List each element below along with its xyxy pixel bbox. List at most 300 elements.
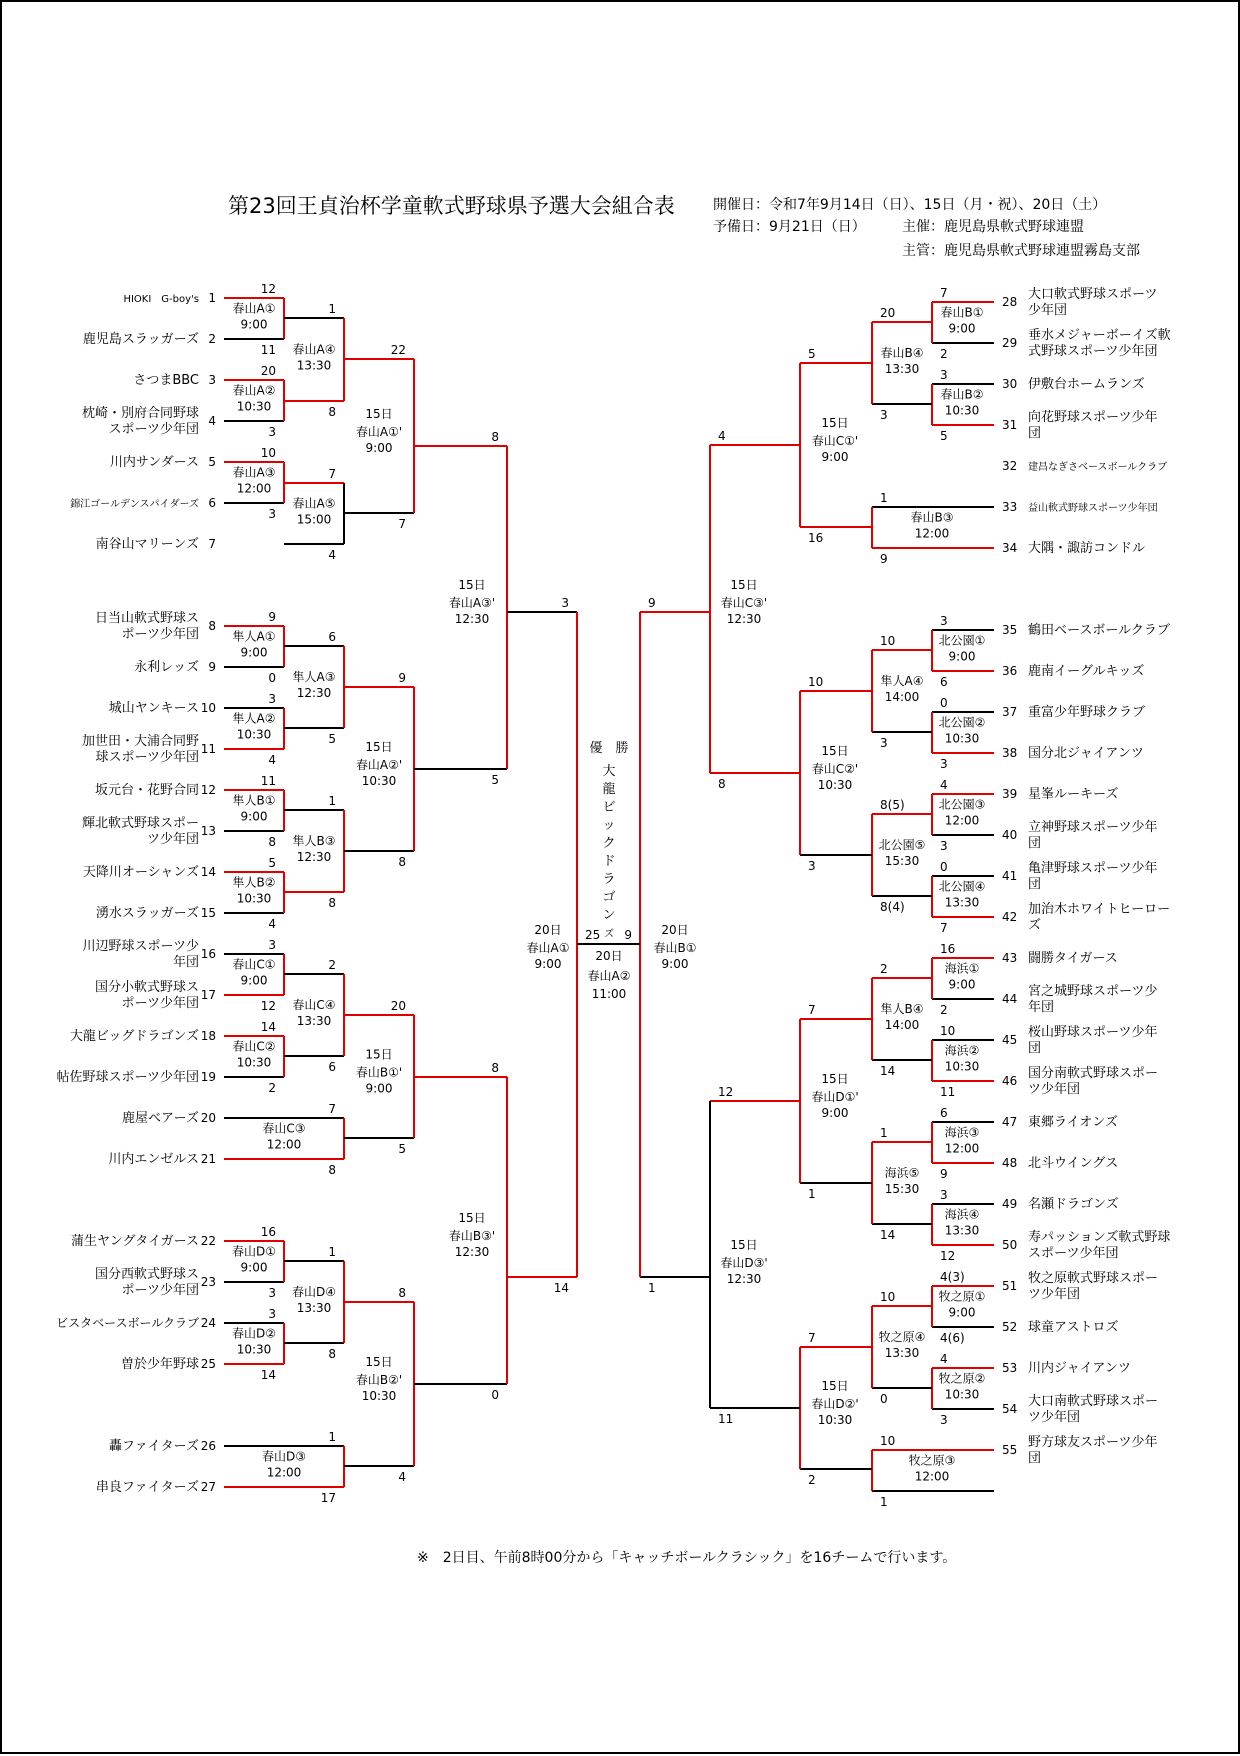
game-label: 牧之原① xyxy=(938,1289,986,1304)
game-day: 15日 xyxy=(821,1379,849,1393)
game-label: 春山D①' xyxy=(811,1090,859,1104)
game-label: 隼人B① xyxy=(232,793,276,808)
game-label: 隼人B④ xyxy=(880,1002,924,1016)
game-label: 春山D② xyxy=(232,1326,276,1341)
score-top: 8 xyxy=(491,430,499,444)
game-time: 12:00 xyxy=(266,1465,302,1480)
team-number: 14 xyxy=(200,865,216,879)
score-top: 2 xyxy=(328,958,336,972)
score-bottom: 16 xyxy=(808,531,824,545)
game-day: 15日 xyxy=(730,1238,758,1252)
team-name: 建昌なぎさベースボールクラブ xyxy=(1028,462,1168,473)
team-number: 51 xyxy=(1002,1279,1018,1293)
game-label: 春山A② xyxy=(587,969,631,983)
game-day: 15日 xyxy=(458,1211,486,1225)
game-time: 10:30 xyxy=(361,1389,397,1403)
event-dates: 開催日：令和7年9月14日（日）、15日（月・祝）、20日（土） xyxy=(713,197,1107,213)
score-bottom: 5 xyxy=(940,429,948,443)
game-time: 9:00 xyxy=(240,1260,268,1275)
game-day: 20日 xyxy=(534,923,562,937)
team-name: 国分北ジャイアンツ xyxy=(1028,746,1144,761)
team-name: 亀津野球スポーツ少年 xyxy=(1028,861,1158,876)
team-number: 42 xyxy=(1002,910,1018,924)
game-time: 12:00 xyxy=(944,1141,980,1156)
game-label: 隼人B③ xyxy=(292,834,336,848)
team-name: 南谷山マリーンズ xyxy=(95,537,199,552)
game-label: 春山D②' xyxy=(811,1397,859,1411)
team-number: 47 xyxy=(1002,1115,1018,1129)
score-bottom: 4(6) xyxy=(940,1331,965,1345)
game-label: 春山C② xyxy=(232,1039,276,1054)
team-number: 52 xyxy=(1002,1320,1018,1334)
game-time: 12:00 xyxy=(266,1137,302,1152)
team-name: ツ少年団 xyxy=(1028,1410,1081,1425)
team-number: 38 xyxy=(1002,746,1018,760)
team-number: 34 xyxy=(1002,541,1018,555)
game-label: 春山D④ xyxy=(292,1285,336,1299)
team-number: 20 xyxy=(200,1111,216,1125)
team-number: 21 xyxy=(200,1152,216,1166)
game-label: 海浜③ xyxy=(944,1125,980,1140)
team-number: 46 xyxy=(1002,1074,1018,1088)
game-time: 10:30 xyxy=(236,891,272,906)
champion-name-char: 大 xyxy=(602,764,616,779)
score-top: 16 xyxy=(260,1225,276,1239)
score-bottom: 8 xyxy=(328,1347,336,1361)
score-top: 0 xyxy=(940,696,948,710)
team-number: 11 xyxy=(200,742,216,756)
score-top: 3 xyxy=(940,368,948,382)
game-time: 10:30 xyxy=(236,1342,272,1357)
team-number: 36 xyxy=(1002,664,1018,678)
game-label: 春山D① xyxy=(232,1244,276,1259)
score-top: 1 xyxy=(328,1245,336,1259)
score-bottom: 3 xyxy=(808,859,816,873)
team-number: 7 xyxy=(208,537,216,551)
game-time: 10:30 xyxy=(944,1059,980,1074)
game-label: 春山D③ xyxy=(262,1449,306,1464)
game-time: 12:30 xyxy=(726,1272,762,1286)
score-top: 2 xyxy=(880,962,888,976)
score-top: 20 xyxy=(880,306,896,320)
game-label: 海浜② xyxy=(944,1043,980,1058)
score-top: 8 xyxy=(491,1061,499,1075)
game-time: 12:30 xyxy=(454,612,490,626)
score-top: 10 xyxy=(880,634,896,648)
game-day: 15日 xyxy=(821,744,849,758)
score-bottom: 2 xyxy=(268,1081,276,1095)
team-name: 大口南軟式野球スポー xyxy=(1028,1394,1159,1409)
score-top: 7 xyxy=(328,467,336,481)
game-label: 春山B④ xyxy=(880,346,924,360)
game-time: 9:00 xyxy=(240,809,268,824)
game-label: 北公園⑤ xyxy=(878,838,926,852)
reserve-date: 予備日：9月21日（日） xyxy=(713,219,866,235)
game-label: 隼人A① xyxy=(232,629,276,644)
team-number: 50 xyxy=(1002,1238,1018,1252)
team-number: 30 xyxy=(1002,377,1018,391)
team-number: 39 xyxy=(1002,787,1018,801)
score-top: 3 xyxy=(268,1307,276,1321)
team-name: 球童アストロズ xyxy=(1028,1320,1119,1335)
team-name: 国分小軟式野球ス xyxy=(94,980,199,995)
team-name: ビスタベースボールクラブ xyxy=(56,1316,199,1330)
game-time: 13:30 xyxy=(296,358,332,373)
team-name: 垂水メジャーボーイズ軟 xyxy=(1028,328,1171,343)
game-label: 北公園② xyxy=(938,715,986,730)
host: 主催：鹿児島県軟式野球連盟 xyxy=(902,219,1084,235)
game-label: 春山A① xyxy=(526,941,570,955)
team-name: 鹿南イーグルキッズ xyxy=(1028,664,1145,679)
team-name: さつまBBC xyxy=(133,373,199,388)
team-number: 41 xyxy=(1002,869,1018,883)
game-label: 春山A④ xyxy=(292,342,336,357)
game-time: 9:00 xyxy=(534,957,562,971)
game-label: 隼人B② xyxy=(232,875,276,890)
tournament-bracket xyxy=(2,2,1240,1756)
game-time: 12:00 xyxy=(236,481,272,496)
game-day: 15日 xyxy=(365,1047,393,1062)
game-time: 12:30 xyxy=(296,850,332,864)
score-bottom: 3 xyxy=(880,736,888,750)
game-time: 11:00 xyxy=(591,987,627,1001)
game-time: 13:30 xyxy=(296,1301,332,1315)
score-top: 9 xyxy=(268,610,276,624)
game-time: 13:30 xyxy=(884,362,920,376)
team-name: 串良ファイターズ xyxy=(95,1480,199,1495)
game-label: 春山C②' xyxy=(811,762,859,776)
team-number: 53 xyxy=(1002,1361,1018,1375)
team-number: 9 xyxy=(208,660,216,674)
game-label: 春山C①' xyxy=(811,434,859,448)
score-bottom: 4 xyxy=(398,1470,406,1484)
game-day: 15日 xyxy=(365,407,393,421)
team-name: ツ少年団 xyxy=(1028,1287,1081,1302)
score-bottom: 14 xyxy=(880,1228,896,1242)
team-name: 球スポーツ少年団 xyxy=(95,750,199,765)
team-number: 8 xyxy=(208,619,216,633)
team-name: 国分西軟式野球ス xyxy=(94,1267,199,1282)
champion-name-char: ッ xyxy=(602,818,616,833)
page-title: 第23回王貞治杯学童軟式野球県予選大会組合表 xyxy=(228,194,675,218)
game-time: 9:00 xyxy=(240,317,268,332)
game-label: 海浜① xyxy=(944,961,980,976)
team-name: 日当山軟式野球ス xyxy=(94,611,199,626)
team-number: 44 xyxy=(1002,992,1018,1006)
game-label: 春山B① xyxy=(940,305,984,320)
score-top: 10 xyxy=(260,446,276,460)
game-time: 10:30 xyxy=(944,731,980,746)
team-name: 川内ジャイアンツ xyxy=(1028,1361,1131,1376)
game-label: 隼人A② xyxy=(232,711,276,726)
game-time: 12:30 xyxy=(726,612,762,626)
team-number: 23 xyxy=(200,1275,216,1289)
score-top: 10 xyxy=(808,675,824,689)
game-label: 春山B②' xyxy=(355,1373,403,1387)
game-time: 12:30 xyxy=(296,686,332,700)
team-number: 24 xyxy=(200,1316,216,1330)
team-name: 団 xyxy=(1028,426,1042,441)
score-bottom: 4 xyxy=(328,548,336,562)
team-number: 15 xyxy=(200,906,216,920)
team-number: 1 xyxy=(208,291,216,305)
team-name: 名瀬ドラゴンズ xyxy=(1028,1197,1119,1212)
game-time: 10:30 xyxy=(817,1413,853,1427)
team-name: 益山軟式野球スポーツ少年団 xyxy=(1028,503,1158,514)
score-bottom: 8 xyxy=(328,896,336,910)
team-name: 野方球友スポーツ少年 xyxy=(1028,1435,1158,1450)
score-top: 12 xyxy=(260,282,276,296)
game-label: 北公園③ xyxy=(938,797,986,812)
team-name: 大龍ビッグドラゴンズ xyxy=(69,1029,199,1044)
score-bottom: 9 xyxy=(624,928,632,942)
game-time: 10:30 xyxy=(236,727,272,742)
score-top: 14 xyxy=(260,1020,276,1034)
game-time: 15:30 xyxy=(884,1182,920,1196)
game-label: 春山A① xyxy=(232,301,276,316)
game-time: 15:30 xyxy=(884,854,920,868)
score-bottom: 3 xyxy=(940,1413,948,1427)
team-number: 48 xyxy=(1002,1156,1018,1170)
game-time: 12:00 xyxy=(914,1469,950,1484)
game-label: 牧之原② xyxy=(938,1371,986,1386)
team-name: 北斗ウイングス xyxy=(1028,1156,1119,1171)
score-top: 7 xyxy=(328,1102,336,1116)
team-name: 大隅・諏訪コンドル xyxy=(1028,541,1146,556)
game-day: 15日 xyxy=(365,740,393,754)
score-bottom: 5 xyxy=(491,773,499,787)
game-time: 15:00 xyxy=(296,512,332,527)
game-time: 9:00 xyxy=(948,1305,976,1320)
team-name: 牧之原軟式野球スポー xyxy=(1028,1271,1159,1286)
team-name: ポーツ少年団 xyxy=(121,627,199,642)
team-name: 国分南軟式野球スポー xyxy=(1028,1066,1159,1081)
team-number: 29 xyxy=(1002,336,1018,350)
team-number: 33 xyxy=(1002,500,1018,514)
score-top: 7 xyxy=(808,1331,816,1345)
team-name: 団 xyxy=(1028,877,1042,892)
score-bottom: 14 xyxy=(880,1064,896,1078)
team-name: 川内エンゼルス xyxy=(108,1152,199,1167)
game-time: 13:30 xyxy=(884,1346,920,1360)
score-top: 9 xyxy=(648,596,656,610)
game-day: 20日 xyxy=(595,949,623,963)
score-top: 1 xyxy=(328,794,336,808)
score-top: 7 xyxy=(940,286,948,300)
team-number: 26 xyxy=(200,1439,216,1453)
score-bottom: 8 xyxy=(328,1163,336,1177)
score-bottom: 5 xyxy=(328,732,336,746)
team-name: 式野球スポーツ少年団 xyxy=(1028,344,1158,359)
game-label: 春山B①' xyxy=(355,1065,403,1080)
game-time: 12:30 xyxy=(454,1245,490,1259)
team-number: 49 xyxy=(1002,1197,1018,1211)
team-name: 加治木ホワイトヒーロー xyxy=(1028,902,1171,917)
team-name: ポーツ少年団 xyxy=(121,1283,199,1298)
score-top: 20 xyxy=(260,364,276,378)
score-bottom: 12 xyxy=(260,999,276,1013)
team-number: 28 xyxy=(1002,295,1018,309)
team-number: 40 xyxy=(1002,828,1018,842)
champion-name-char: 龍 xyxy=(602,782,616,797)
score-top: 8 xyxy=(398,1286,406,1300)
score-bottom: 4 xyxy=(268,753,276,767)
score-bottom: 0 xyxy=(491,1388,499,1402)
score-bottom: 14 xyxy=(260,1368,276,1382)
game-label: 春山C① xyxy=(232,957,276,972)
game-day: 15日 xyxy=(458,578,486,592)
score-top: 11 xyxy=(260,774,276,788)
game-time: 10:30 xyxy=(236,1055,272,1070)
team-number: 13 xyxy=(200,824,216,838)
score-bottom: 17 xyxy=(320,1491,336,1505)
score-bottom: 3 xyxy=(880,408,888,422)
score-bottom: 8 xyxy=(328,405,336,419)
game-day: 15日 xyxy=(365,1355,393,1369)
game-label: 春山D③' xyxy=(720,1256,768,1270)
team-number: 54 xyxy=(1002,1402,1018,1416)
champion-name-char: ズ xyxy=(604,929,614,940)
game-time: 9:00 xyxy=(240,645,268,660)
team-number: 19 xyxy=(200,1070,216,1084)
score-top: 4 xyxy=(940,778,948,792)
game-time: 10:30 xyxy=(944,403,980,418)
game-label: 隼人A③ xyxy=(292,670,336,684)
team-name: 年団 xyxy=(1028,1000,1055,1015)
score-top: 3 xyxy=(268,938,276,952)
game-label: 海浜⑤ xyxy=(884,1166,920,1180)
game-time: 9:00 xyxy=(240,973,268,988)
champion-name-char: ド xyxy=(602,854,616,869)
score-bottom: 2 xyxy=(940,347,948,361)
game-label: 春山B① xyxy=(653,941,697,955)
team-name: 永利レッズ xyxy=(134,660,199,675)
game-label: 隼人A④ xyxy=(880,674,924,688)
score-bottom: 0 xyxy=(268,671,276,685)
score-bottom: 0 xyxy=(880,1392,888,1406)
team-name: ツ少年団 xyxy=(146,832,199,847)
champion-name-char: ク xyxy=(602,836,616,851)
game-label: 春山A③' xyxy=(448,596,496,610)
score-bottom: 3 xyxy=(268,507,276,521)
score-bottom: 1 xyxy=(808,1187,816,1201)
team-name: 枕崎・別府合同野球 xyxy=(81,406,199,421)
game-label: 春山B② xyxy=(940,387,984,402)
score-top: 16 xyxy=(940,942,956,956)
team-name: 帖佐野球スポーツ少年団 xyxy=(56,1070,199,1085)
score-top: 1 xyxy=(880,491,888,505)
team-name: 年団 xyxy=(172,955,199,970)
champion-name-char: ン xyxy=(602,908,616,923)
champion-name-char: ラ xyxy=(602,872,616,887)
score-top: 5 xyxy=(268,856,276,870)
score-bottom: 3 xyxy=(940,757,948,771)
score-bottom: 7 xyxy=(940,921,948,935)
game-day: 15日 xyxy=(821,416,849,430)
game-time: 10:30 xyxy=(944,1387,980,1402)
team-name: 湧水スラッガーズ xyxy=(95,906,199,921)
game-label: 春山B③' xyxy=(448,1229,496,1243)
team-number: 3 xyxy=(208,373,216,387)
game-time: 9:00 xyxy=(365,1081,393,1096)
team-name: 重富少年野球クラブ xyxy=(1028,705,1146,720)
score-top: 25 xyxy=(585,928,601,942)
team-name: 輝北軟式野球スポー xyxy=(81,816,199,831)
score-top: 6 xyxy=(328,630,336,644)
game-label: 春山C③' xyxy=(720,596,768,610)
team-name: 鶴田ベースボールクラブ xyxy=(1028,623,1170,638)
game-label: 海浜④ xyxy=(944,1207,980,1222)
score-bottom: 3 xyxy=(268,425,276,439)
score-bottom: 6 xyxy=(328,1060,336,1074)
team-number: 12 xyxy=(200,783,216,797)
score-bottom: 4 xyxy=(268,917,276,931)
game-label: 牧之原④ xyxy=(878,1330,926,1344)
game-label: 春山A② xyxy=(232,383,276,398)
team-name: ツ少年団 xyxy=(1028,1082,1081,1097)
score-top: 4 xyxy=(718,429,726,443)
score-bottom: 11 xyxy=(718,1412,734,1426)
team-name: 加世田・大浦合同野 xyxy=(81,734,199,749)
footer-note: ※ 2日目、午前8時00分から「キャッチボールクラシック」を16チームで行います。 xyxy=(417,1550,957,1566)
team-name: 鹿屋ベアーズ xyxy=(122,1111,199,1126)
team-name: 轟ファイターズ xyxy=(108,1439,199,1454)
game-time: 12:00 xyxy=(944,813,980,828)
score-bottom: 8(4) xyxy=(880,900,905,914)
score-bottom: 3 xyxy=(268,1286,276,1300)
game-label: 春山A②' xyxy=(355,758,403,772)
score-bottom: 9 xyxy=(940,1167,948,1181)
score-top: 4 xyxy=(940,1352,948,1366)
champion-label: 優 勝 xyxy=(589,741,629,756)
score-top: 1 xyxy=(328,302,336,316)
score-top: 10 xyxy=(940,1024,956,1038)
game-label: 牧之原③ xyxy=(908,1453,956,1468)
team-name: 団 xyxy=(1028,1451,1042,1466)
score-top: 3 xyxy=(268,692,276,706)
game-time: 9:00 xyxy=(821,450,849,464)
team-name: 団 xyxy=(1028,836,1042,851)
team-name: ポーツ少年団 xyxy=(121,996,199,1011)
score-top: 1 xyxy=(328,1430,336,1444)
team-name: 宮之城野球スポーツ少 xyxy=(1028,984,1158,999)
game-label: 春山C④ xyxy=(292,998,336,1012)
score-top: 20 xyxy=(390,999,406,1013)
game-time: 9:00 xyxy=(948,649,976,664)
game-time: 9:00 xyxy=(365,441,393,455)
game-time: 13:30 xyxy=(944,895,980,910)
team-number: 45 xyxy=(1002,1033,1018,1047)
score-top: 10 xyxy=(880,1290,896,1304)
team-number: 35 xyxy=(1002,623,1018,637)
team-name: スポーツ少年団 xyxy=(108,422,199,437)
game-label: 春山B③ xyxy=(910,510,954,525)
team-name: 城山ヤンキース xyxy=(108,701,199,716)
team-name: 桜山野球スポーツ少年 xyxy=(1028,1025,1158,1040)
team-name: 曽於少年野球 xyxy=(120,1357,199,1372)
score-bottom: 5 xyxy=(398,1142,406,1156)
game-time: 9:00 xyxy=(948,977,976,992)
score-top: 7 xyxy=(808,1003,816,1017)
team-name: 伊敷台ホームランズ xyxy=(1028,377,1145,392)
team-name: 向花野球スポーツ少年 xyxy=(1028,410,1158,425)
score-bottom: 14 xyxy=(553,1281,569,1295)
game-label: 北公園① xyxy=(938,633,986,648)
score-bottom: 9 xyxy=(880,552,888,566)
game-time: 10:30 xyxy=(817,778,853,792)
score-top: 3 xyxy=(940,614,948,628)
game-time: 14:00 xyxy=(884,690,920,704)
